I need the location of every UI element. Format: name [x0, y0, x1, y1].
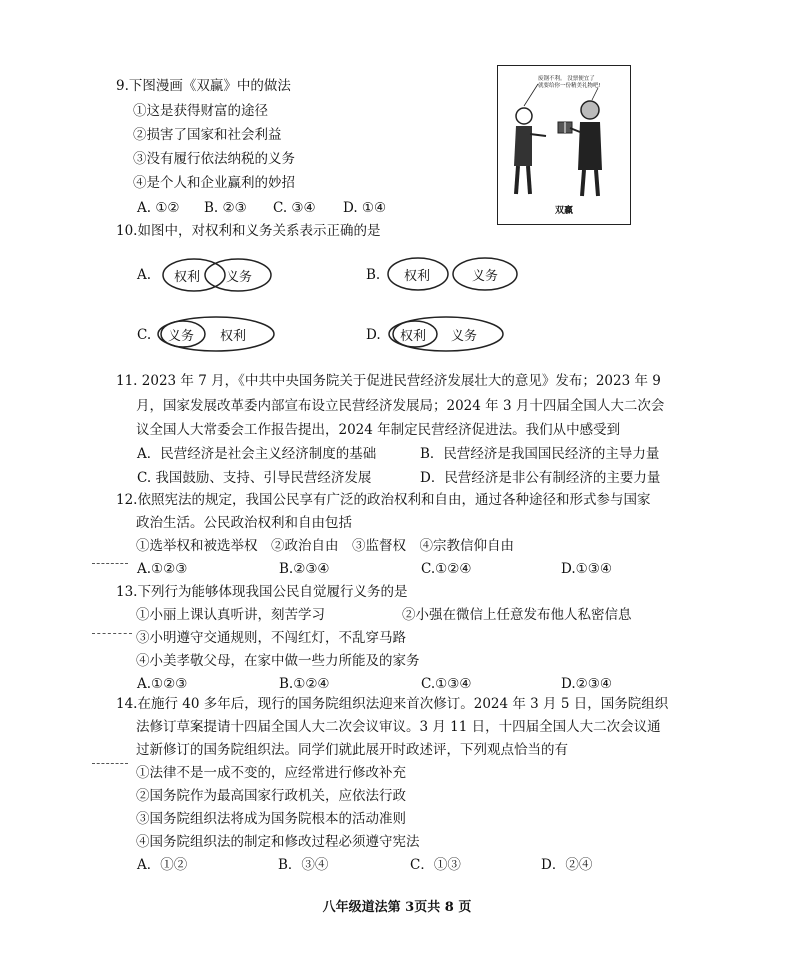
q14-item-3: ③国务院组织法将成为国务院根本的活动准则: [136, 811, 406, 827]
q11-line-1: 11. 2023 年 7 月，《中共中央国务院关于促进民营经济发展壮大的意见》发布；2023 年 9: [116, 373, 661, 389]
q12-line-2: 政治生活。公民政治权利和自由包括: [136, 515, 352, 531]
q9-option-c: C. ③④: [273, 200, 316, 216]
cartoon-caption: 双赢: [554, 206, 573, 216]
q12-option-a: A.①②③: [137, 561, 188, 577]
q13-option-c: C.①③④: [421, 676, 472, 692]
q13-item-4: ④小美孝敬父母，在家中做一些力所能及的家务: [136, 653, 420, 669]
q14-line-3: 过新修订的国务院组织法。同学们就此展开时政述评，下列观点恰当的有: [136, 742, 568, 758]
q12-items: ①选举权和被选举权 ②政治自由 ③监督权 ④宗教信仰自由: [136, 538, 514, 554]
q10-option-b-letter: B.: [366, 267, 381, 283]
q10-c-left-label: 义务: [168, 329, 195, 344]
scan-artifact-line: [92, 763, 128, 764]
double-win-cartoon: [497, 65, 631, 225]
q10-b-left-label: 权利: [404, 269, 431, 284]
q12-option-d: D.①③④: [561, 561, 612, 577]
page-footer: 八年级道法第 3页共 8 页: [322, 900, 472, 915]
q14-option-c: C．①③: [410, 857, 461, 873]
q12-line-1: 12.依照宪法的规定，我国公民享有广泛的政治权利和自由，通过各种途径和形式参与国家: [116, 492, 651, 508]
q10-option-d-letter: D.: [366, 327, 381, 343]
q14-option-a: A．①②: [137, 857, 188, 873]
q12-option-b: B.②③④: [279, 561, 330, 577]
q9-option-d: D. ①④: [343, 200, 387, 216]
q10-stem: 10.如图中，对权利和义务关系表示正确的是: [116, 223, 381, 239]
q11-option-b: B．民营经济是我国国民经济的主导力量: [420, 446, 660, 462]
q10-d-right-label: 义务: [451, 329, 478, 344]
q11-option-a: A．民营经济是社会主义经济制度的基础: [137, 446, 377, 462]
q9-item-4: ④是个人和企业赢利的妙招: [133, 175, 295, 191]
q9-option-a: A. ①②: [137, 200, 180, 216]
cartoon-speech-bubble: 废钢不利。 没票便宜了 就要给你一份精美礼物吧!: [538, 76, 601, 89]
q10-d-left-label: 权利: [400, 329, 427, 344]
q10-a-right-label: 义务: [226, 270, 253, 285]
q14-line-1: 14.在施行 40 多年后，现行的国务院组织法迎来首次修订。2024 年 3 月 5 日，国务院组织: [116, 696, 669, 712]
q11-option-d: D．民营经济是非公有制经济的主要力量: [420, 470, 661, 486]
q14-item-1: ①法律不是一成不变的，应经常进行修改补充: [136, 765, 406, 781]
q13-option-b: B.①②④: [279, 676, 330, 692]
scan-artifact-line: [92, 633, 132, 634]
q9-item-3: ③没有履行依法纳税的义务: [133, 151, 295, 167]
q14-option-d: D．②④: [541, 857, 593, 873]
q10-a-left-label: 权利: [174, 270, 201, 285]
q14-line-2: 法修订草案提请十四届全国人大二次会议审议。3 月 11 日，十四届全国人大二次会议通: [136, 719, 661, 735]
q11-line-2: 月，国家发展改革委内部宣布设立民营经济发展局；2024 年 3 月十四届全国人大二次会: [136, 398, 665, 414]
q10-c-right-label: 权利: [220, 329, 247, 344]
q9-option-b: B. ②③: [204, 200, 247, 216]
scan-artifact-line: [92, 563, 128, 564]
q14-item-4: ④国务院组织法的制定和修改过程必须遵守宪法: [136, 834, 420, 850]
q9-item-1: ①这是获得财富的途径: [133, 103, 268, 119]
q10-option-a-letter: A.: [137, 267, 152, 283]
q10-option-c-letter: C.: [137, 327, 152, 343]
q12-option-c: C.①②④: [421, 561, 472, 577]
q14-option-b: B．③④: [278, 857, 329, 873]
q14-item-2: ②国务院作为最高国家行政机关，应依法行政: [136, 788, 406, 804]
cartoon-figures-illustration: [498, 66, 630, 206]
q10-b-right-label: 义务: [472, 269, 499, 284]
q9-item-2: ②损害了国家和社会利益: [133, 127, 282, 143]
q9-stem: 9.下图漫画《双赢》中的做法: [116, 78, 291, 94]
q13-item-2: ②小强在微信上任意发布他人私密信息: [402, 607, 632, 623]
q11-line-3: 议全国人大常委会工作报告提出，2024 年制定民营经济促进法。我们从中感受到: [136, 422, 621, 438]
q11-option-c: C. 我国鼓励、支持、引导民营经济发展: [137, 470, 372, 486]
q13-item-1: ①小丽上课认真听讲，刻苦学习: [136, 607, 325, 623]
q13-option-a: A.①②③: [137, 676, 188, 692]
q13-option-d: D.②③④: [561, 676, 612, 692]
q13-item-3: ③小明遵守交通规则，不闯红灯，不乱穿马路: [136, 630, 406, 646]
q13-stem: 13.下列行为能够体现我国公民自觉履行义务的是: [116, 584, 408, 600]
